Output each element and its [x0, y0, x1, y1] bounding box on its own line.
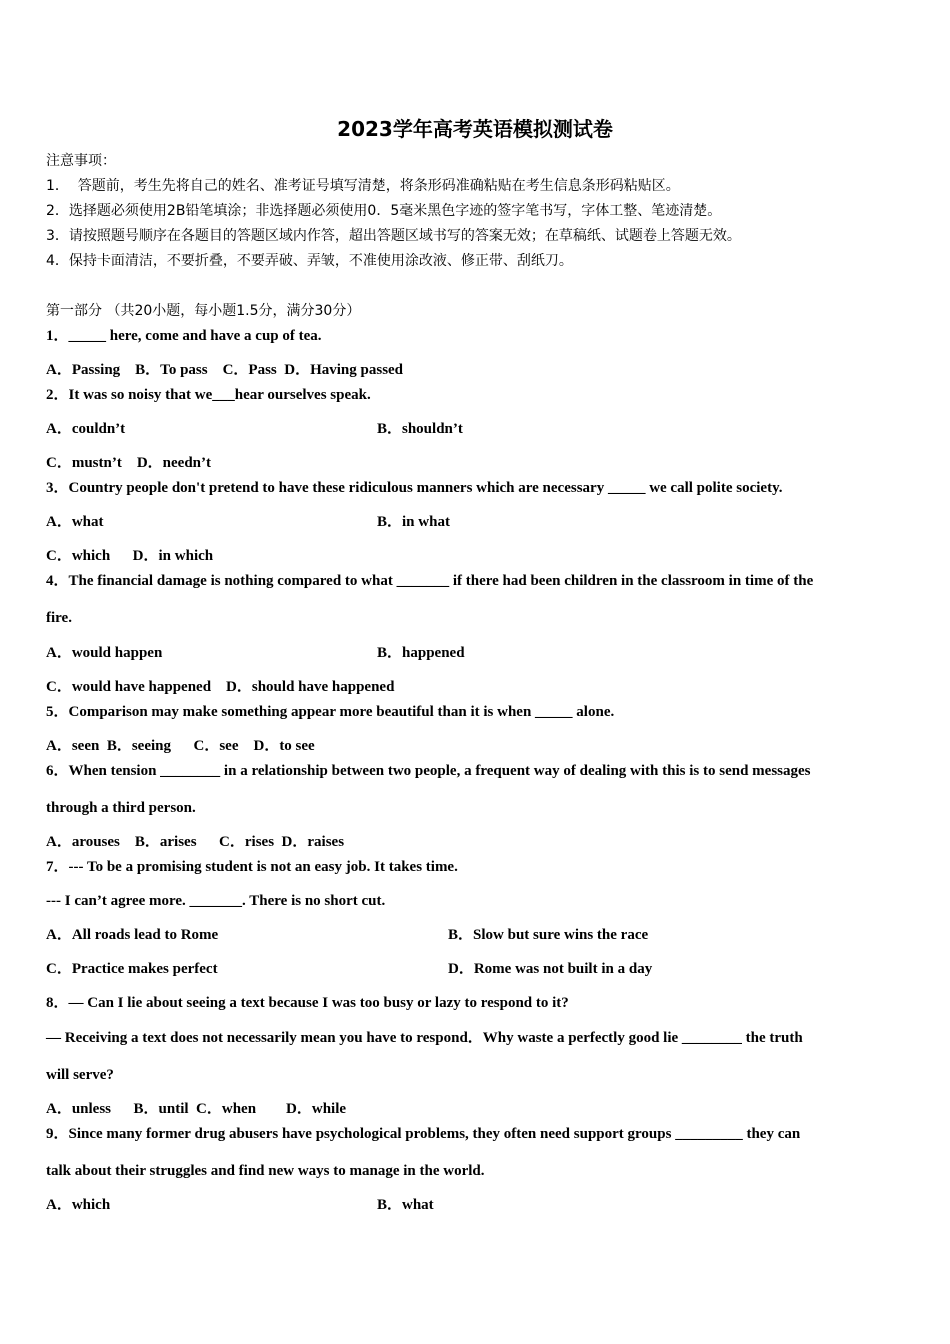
part-heading: 第一部分 （共20小题，每小题1.5分，满分30分）	[46, 303, 361, 319]
option-a: A．would happen	[46, 645, 163, 661]
question-options: A．Passing B．To pass C．Pass D．Having passed	[46, 362, 404, 378]
option-b: B．Slow but sure wins the race	[448, 927, 649, 943]
question-stem: 7．--- To be a promising student is not an easy job. It takes time.	[46, 859, 458, 875]
option-b: B．what	[377, 1197, 434, 1213]
option-a: A．which	[46, 1197, 111, 1213]
question-stem: 3．Country people don't pretend to have these ridiculous manners which are necessary _____ we call polite society.	[46, 480, 783, 496]
question-stem: 1．_____ here, come and have a cup of tea.	[46, 328, 322, 344]
notice-item: 4．保持卡面清洁，不要折叠，不要弄破、弄皱，不准使用涂改液、修正带、刮纸刀。	[46, 253, 573, 269]
question-stem-continued: talk about their struggles and find new ways to manage in the world.	[46, 1163, 485, 1179]
question-stem: 6．When tension ________ in a relationship between two people, a frequent way of dealing with this is to send messages	[46, 763, 811, 779]
option-a: A．couldn’t	[46, 421, 126, 437]
option-c: C．Practice makes perfect	[46, 961, 218, 977]
option-d: D．Rome was not built in a day	[448, 961, 653, 977]
options-c-d: C．would have happened D．should have happened	[46, 679, 395, 695]
question-stem-continued: will serve?	[46, 1067, 114, 1083]
question-stem-continued: fire.	[46, 610, 72, 626]
notice-item: 3．请按照题号顺序在各题目的答题区域内作答，超出答题区域书写的答案无效；在草稿纸、试题卷上答题无效。	[46, 228, 741, 244]
question-stem: 2．It was so noisy that we___hear ourselves speak.	[46, 387, 371, 403]
option-b: B．shouldn’t	[377, 421, 463, 437]
question-stem-continued: through a third person.	[46, 800, 196, 816]
option-b: B．in what	[377, 514, 450, 530]
question-stem: 9．Since many former drug abusers have psychological problems, they often need support groups _________ they can	[46, 1126, 801, 1142]
option-a: A．All roads lead to Rome	[46, 927, 219, 943]
question-options: A．arouses B．arises C．rises D．raises	[46, 834, 345, 850]
option-a: A．what	[46, 514, 104, 530]
question-options: A．unless B．until C．when D．while	[46, 1101, 347, 1117]
options-c-d: C．mustn’t D．needn’t	[46, 455, 212, 471]
option-b: B．happened	[377, 645, 465, 661]
question-stem: 4．The financial damage is nothing compared to what _______ if there had been children in the classroom in time of the	[46, 573, 814, 589]
notice-item: 1． 答题前，考生先将自己的姓名、准考证号填写清楚，将条形码准确粘贴在考生信息条形码粘贴区。	[46, 178, 680, 194]
notice-heading: 注意事项：	[46, 153, 116, 169]
question-stem: 8．— Can I lie about seeing a text because I was too busy or lazy to respond to it?	[46, 995, 569, 1011]
options-c-d: C．which D．in which	[46, 548, 214, 564]
page-title: 2023学年高考英语模拟测试卷	[337, 117, 613, 141]
question-stem-continued: — Receiving a text does not necessarily mean you have to respond．Why waste a perfectly good lie ________ the truth	[46, 1030, 803, 1046]
question-stem-continued: --- I can’t agree more. _______. There is no short cut.	[46, 893, 386, 909]
question-stem: 5．Comparison may make something appear more beautiful than it is when _____ alone.	[46, 704, 615, 720]
question-options: A．seen B．seeing C．see D．to see	[46, 738, 315, 754]
notice-item: 2．选择题必须使用2B铅笔填涂；非选择题必须使用0．5毫米黑色字迹的签字笔书写，字体工整、笔迹清楚。	[46, 203, 722, 219]
